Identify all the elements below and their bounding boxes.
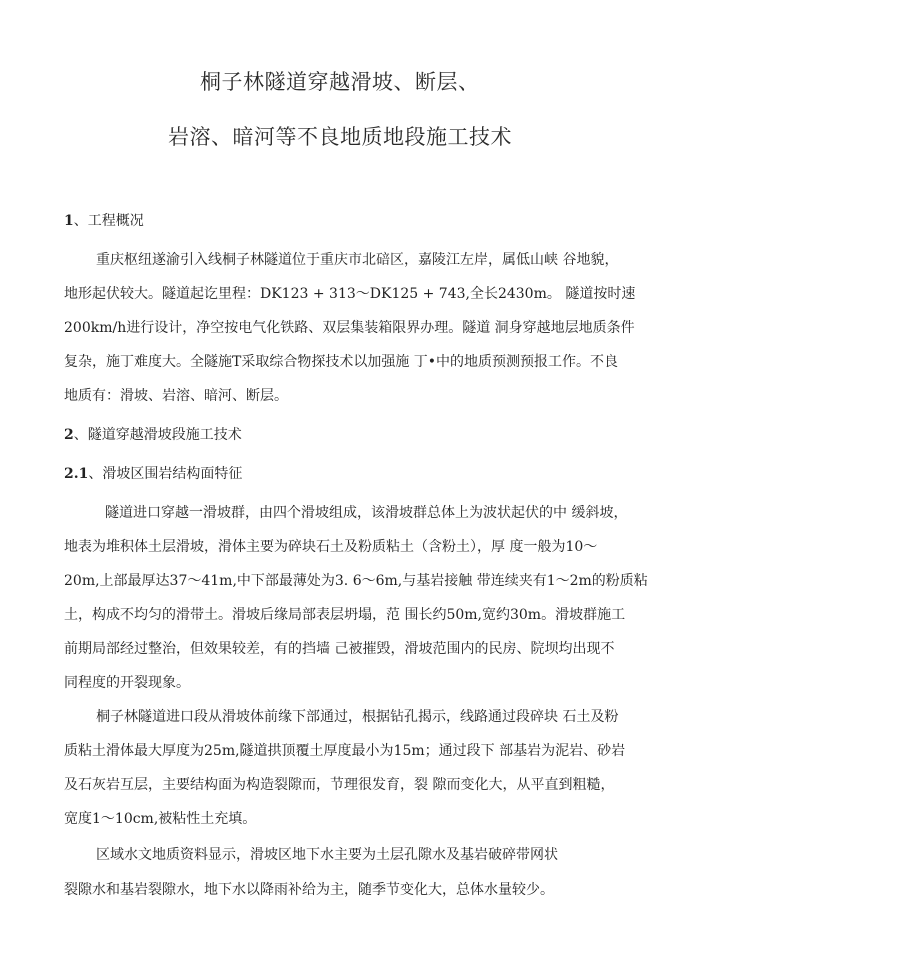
para-1-line-4: 土，构成不均匀的滑带土。滑坡后缘局部表层坍塌，范 围长约50m,宽约30m。滑坡群施工 bbox=[64, 607, 626, 623]
para-2-line-1: 桐子林隧道进口段从滑坡体前缘下部通过，根据钻孔揭示，线路通过段碎块 石土及粉 bbox=[96, 709, 619, 725]
section-2-heading bbox=[64, 425, 242, 445]
section-1-line-2: 地形起伏较大。隧道起讫里程：DK123 + 313～DK125 + 743,全长2430m。 隧道按时速 bbox=[64, 286, 636, 302]
section-1-number: 1 bbox=[64, 213, 74, 229]
section-1-heading bbox=[64, 211, 144, 231]
section-1-line-3: 200km/h进行设计，净空按电气化铁路、双层集装箱限界办理。隧道 洞身穿越地层地质条件 bbox=[64, 320, 635, 336]
section-1-line-5: 地质有：滑坡、岩溶、暗河、断层。 bbox=[64, 388, 288, 404]
para-2-line-4: 宽度1～10cm,被粘性土充填。 bbox=[64, 811, 257, 827]
section-1-line-4: 复杂，施丁难度大。全隧施T采取综合物探技术以加强施 丁•中的地质预测预报工作。不良 bbox=[64, 354, 619, 370]
section-1-line-1: 重庆枢纽遂渝引入线桐子林隧道位于重庆市北碚区，嘉陵江左岸，属低山峡 谷地貌， bbox=[96, 252, 619, 268]
para-1-line-2: 地表为堆积体土层滑坡，滑体主要为碎块石土及粉质粘土（含粉土），厚 度一般为10～ bbox=[64, 539, 598, 555]
section-2-number: 2 bbox=[64, 427, 74, 443]
section-2-1-heading bbox=[64, 464, 242, 484]
para-3-line-1: 区域水文地质资料显示，滑坡区地下水主要为土层孔隙水及基岩破碎带网状 bbox=[96, 847, 558, 863]
section-1-title: 、工程概况 bbox=[73, 213, 144, 229]
section-2-1-number: 2.1 bbox=[64, 466, 89, 482]
para-1-line-5: 前期局部经过整治，但效果较差，有的挡墙 己被摧毁，滑坡范围内的民房、院坝均出现不 bbox=[64, 641, 615, 657]
section-2-1-title: 、滑坡区围岩结构面特征 bbox=[88, 466, 243, 482]
para-3-line-2: 裂隙水和基岩裂隙水，地下水以降雨补给为主，随季节变化大，总体水量较少。 bbox=[64, 882, 554, 898]
document-title-line-2: 岩溶、暗河等不良地质地段施工技术 bbox=[168, 125, 512, 149]
para-2-line-3: 及石灰岩互层，主要结构面为构造裂隙而，节理很发育，裂 隙而变化大，从平直到粗糙， bbox=[64, 777, 615, 793]
document-title-line-1: 桐子林隧道穿越滑坡、断层、 bbox=[200, 70, 480, 94]
para-1-line-6: 同程度的开裂现象。 bbox=[64, 675, 190, 691]
para-1-line-1: 隧道进口穿越一滑坡群，由四个滑坡组成，该滑坡群总体上为波状起伏的中 缓斜坡， bbox=[105, 505, 628, 521]
para-2-line-2: 质粘土滑体最大厚度为25m,隧道拱顶覆土厚度最小为15m；通过段下 部基岩为泥岩、砂岩 bbox=[64, 743, 626, 759]
para-1-line-3: 20m,上部最厚达37～41m,中下部最薄处为3. 6～6m,与基岩接触 带连续夹有1～2m的粉质粘 bbox=[64, 573, 648, 589]
section-2-title: 、隧道穿越滑坡段施工技术 bbox=[73, 427, 242, 443]
